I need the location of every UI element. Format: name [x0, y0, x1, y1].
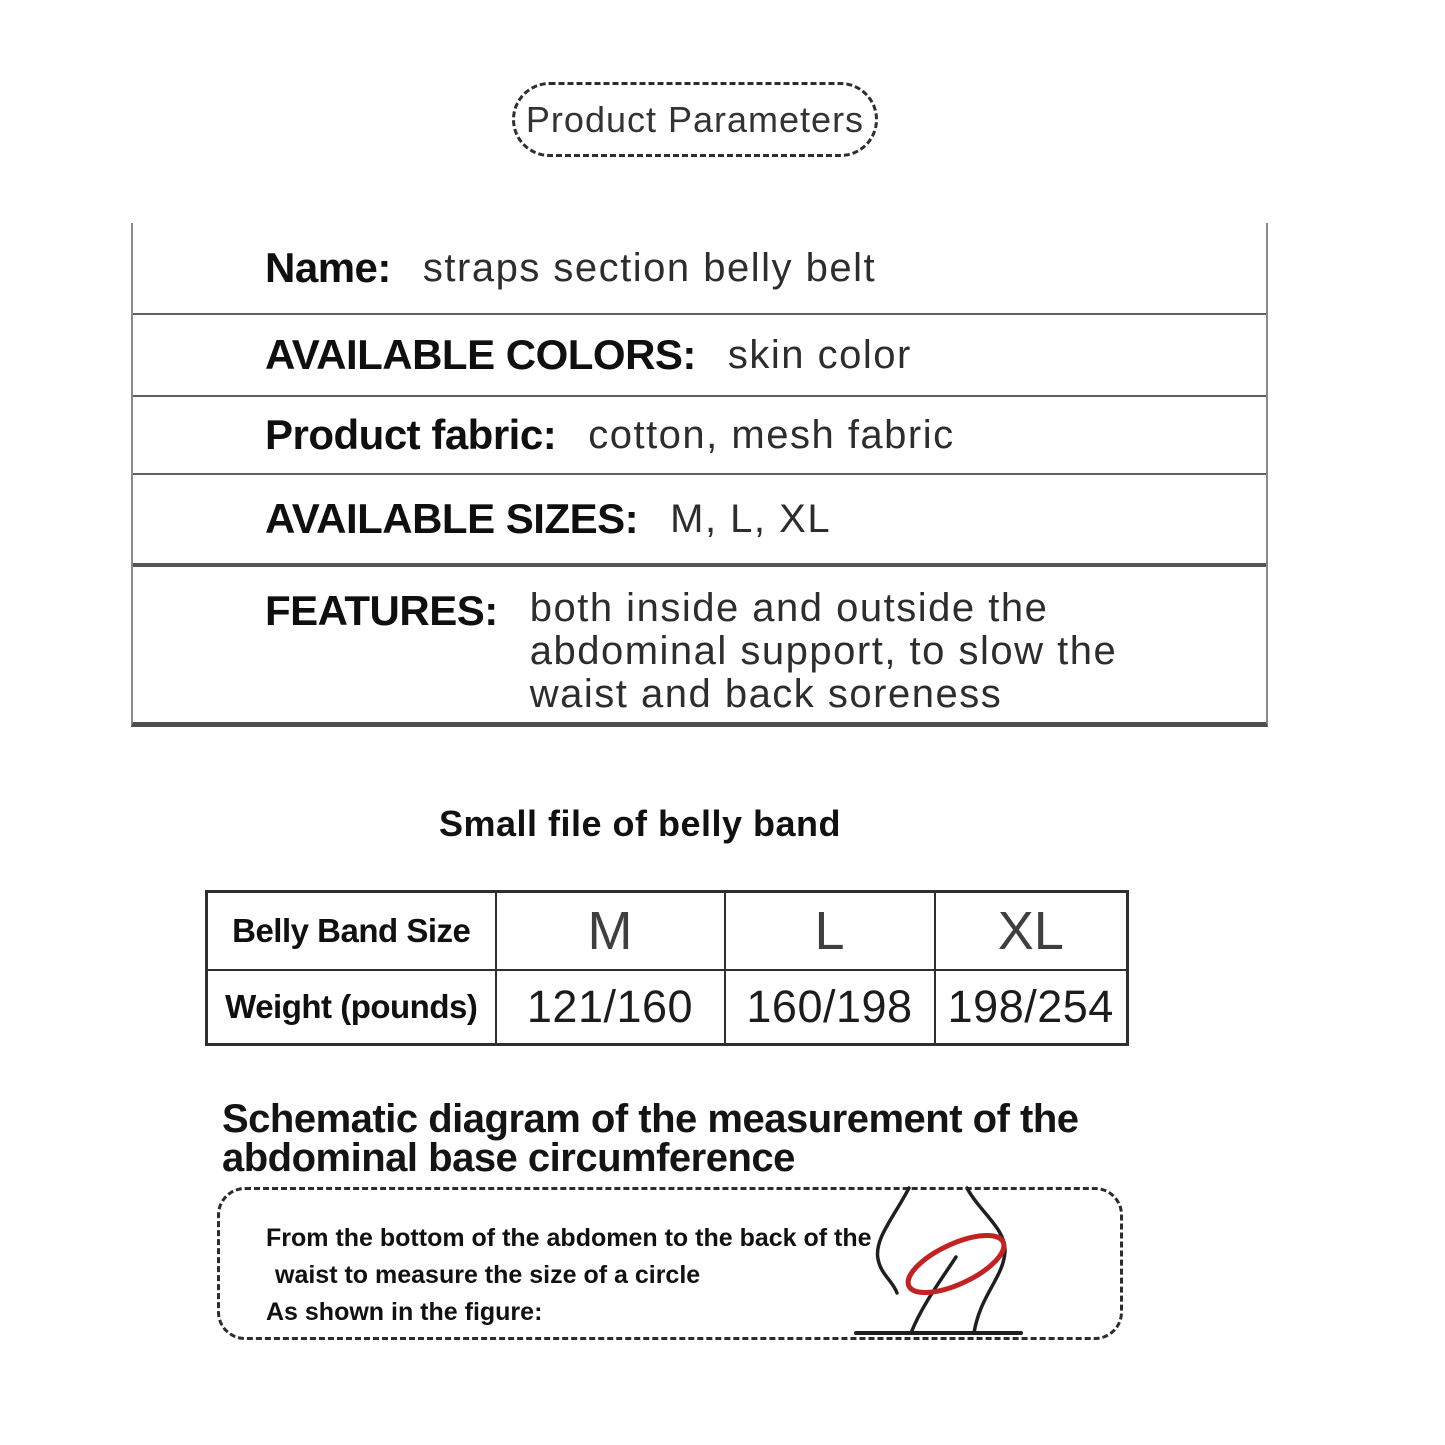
size-chart-heading: Small file of belly band: [438, 803, 842, 844]
size-cell-m: M: [496, 892, 725, 970]
schematic-heading-line2: abdominal base circumference: [222, 1136, 795, 1180]
spec-label: AVAILABLE COLORS:: [265, 331, 696, 378]
spec-row-features: [133, 563, 1266, 722]
spec-value: both inside and outside the abdominal support, to slow the waist and back soreness: [529, 586, 1118, 716]
measurement-instruction-box: [217, 1187, 1123, 1340]
spec-label: Name:: [265, 244, 391, 291]
row-header-weight: Weight (pounds): [207, 970, 496, 1045]
spec-row-sizes: [133, 473, 1266, 563]
spec-value: M, L, XL: [670, 496, 832, 541]
schematic-heading: [222, 1097, 1079, 1180]
table-row-weights: [207, 970, 1128, 1045]
spec-label: FEATURES:: [265, 587, 498, 634]
page-title-text: Product Parameters: [525, 98, 865, 140]
size-cell-l: L: [725, 892, 935, 970]
instruction-line2: waist to measure the size of a circle: [275, 1261, 701, 1289]
spec-value: skin color: [727, 332, 912, 377]
row-header-size: Belly Band Size: [207, 892, 496, 970]
spec-value: cotton, mesh fabric: [588, 412, 955, 457]
page-title: [512, 82, 878, 157]
measurement-instructions: [266, 1220, 872, 1331]
spec-row-fabric: [133, 395, 1266, 473]
spec-label: Product fabric:: [265, 411, 557, 458]
instruction-line3: As shown in the figure:: [266, 1298, 543, 1326]
instruction-line1: From the bottom of the abdomen to the back of the: [266, 1224, 872, 1252]
weight-cell-m: 121/160: [496, 970, 725, 1045]
spec-value: straps section belly belt: [422, 245, 877, 290]
measuring-circle-ellipse: [900, 1224, 1011, 1304]
size-cell-xl: XL: [935, 892, 1128, 970]
belly-measurement-figure: [840, 1187, 1040, 1337]
spec-table: [131, 223, 1268, 727]
spec-row-colors: [133, 313, 1266, 395]
size-chart-table: [205, 890, 1129, 1046]
schematic-heading-line1: Schematic diagram of the measurement of the: [222, 1097, 1079, 1141]
spec-row-name: [133, 223, 1266, 313]
table-row-sizes: [207, 892, 1128, 970]
spec-label: AVAILABLE SIZES:: [265, 495, 639, 542]
weight-cell-xl: 198/254: [935, 970, 1128, 1045]
weight-cell-l: 160/198: [725, 970, 935, 1045]
figure-back-curve: [877, 1188, 909, 1293]
